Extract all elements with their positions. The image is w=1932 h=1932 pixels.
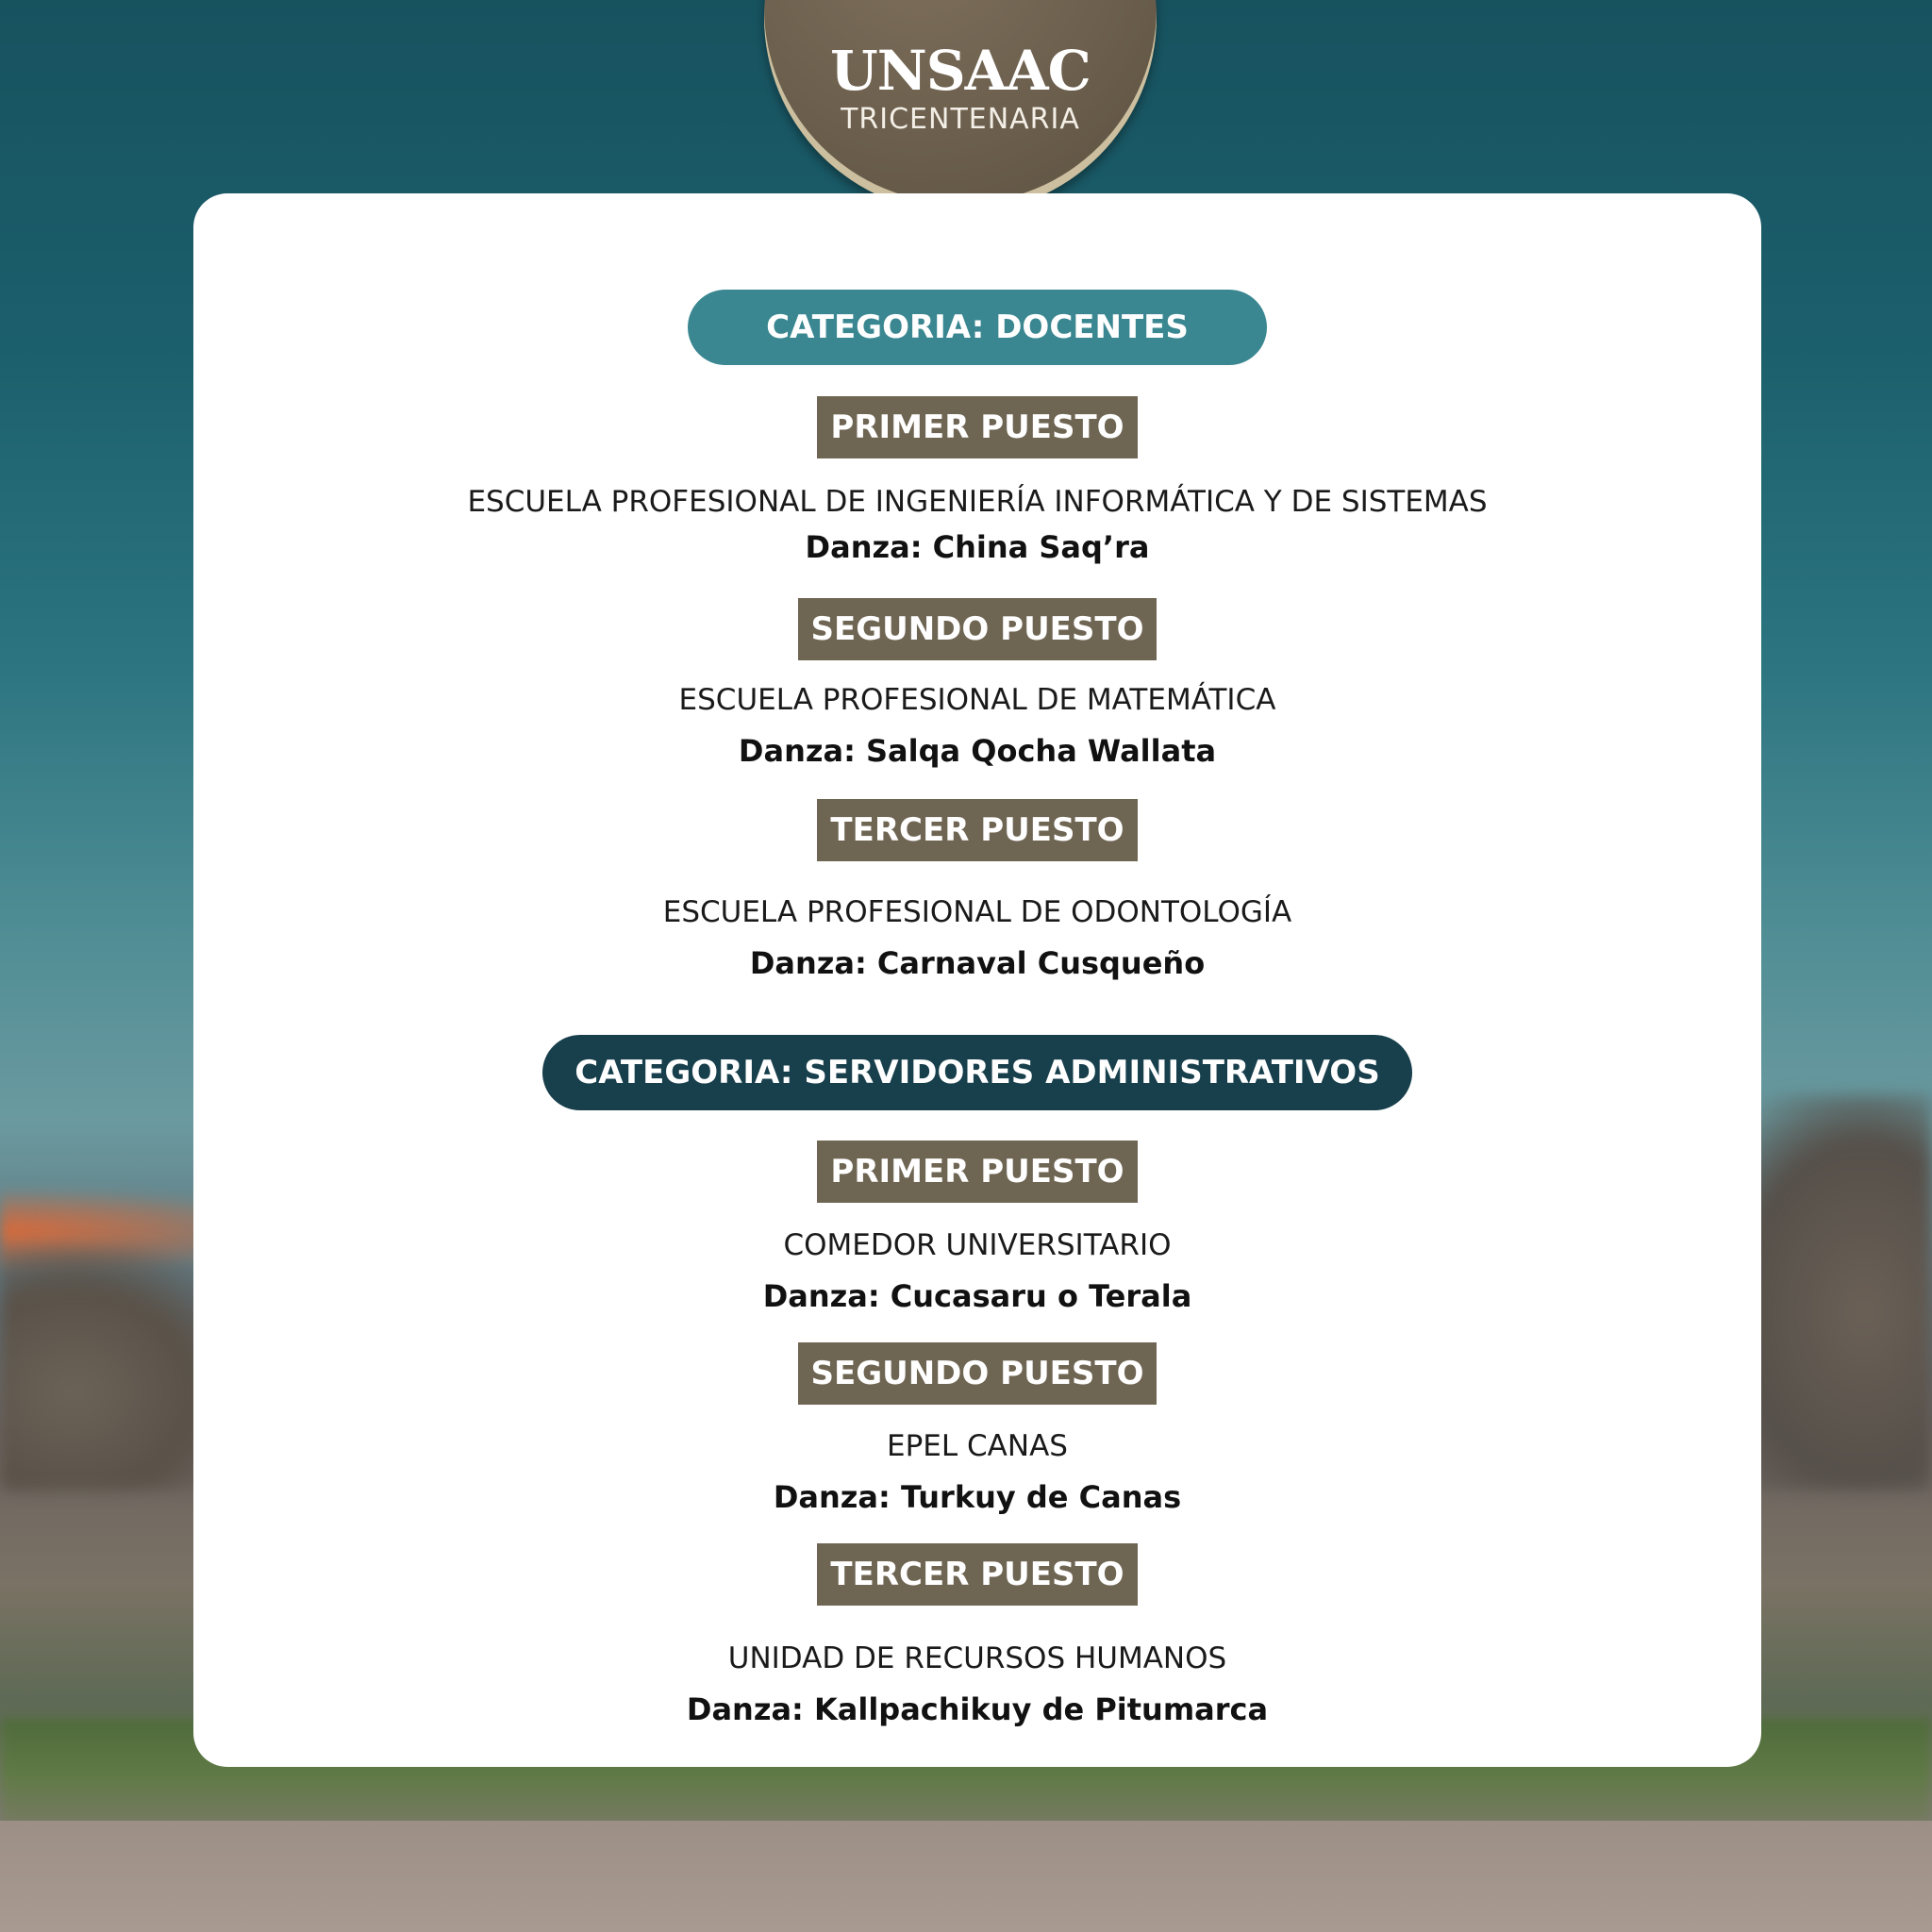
winner-dance: Danza: Carnaval Cusqueño [749, 945, 1206, 981]
servidores-second-place-row [193, 1342, 1761, 1405]
docentes-third-place-row [193, 799, 1761, 861]
winner-dance: Danza: China Saq’ra [805, 529, 1150, 565]
winner-dance: Danza: Cucasaru o Terala [762, 1278, 1192, 1314]
category-servidores-pill: CATEGORIA: SERVIDORES ADMINISTRATIVOS [542, 1035, 1412, 1110]
winner-unit: COMEDOR UNIVERSITARIO [783, 1228, 1172, 1262]
winner-dance: Danza: Salqa Qocha Wallata [738, 733, 1217, 769]
servidores-third-place-row [193, 1543, 1761, 1606]
seal-title: UNSAAC [830, 39, 1091, 103]
docentes-first-place-row [193, 396, 1761, 458]
seal-subtitle: TRICENTENARIA [841, 103, 1080, 136]
category-docentes-row [193, 290, 1761, 365]
category-docentes-pill: CATEGORIA: DOCENTES [688, 290, 1267, 365]
place-badge: TERCER PUESTO [817, 1543, 1137, 1606]
background-plaza [0, 1821, 1932, 1932]
place-badge: SEGUNDO PUESTO [798, 1342, 1158, 1405]
results-card [193, 193, 1761, 1767]
place-badge: PRIMER PUESTO [817, 1141, 1137, 1203]
winner-unit: ESCUELA PROFESIONAL DE ODONTOLOGÍA [662, 895, 1292, 929]
category-servidores-row [193, 1035, 1761, 1110]
winner-dance: Danza: Turkuy de Canas [773, 1479, 1182, 1515]
place-badge: SEGUNDO PUESTO [798, 598, 1158, 660]
place-badge: TERCER PUESTO [817, 799, 1137, 861]
servidores-first-place-row [193, 1141, 1761, 1203]
winner-unit: ESCUELA PROFESIONAL DE INGENIERÍA INFORMÁTICA Y DE SISTEMAS [467, 485, 1488, 519]
place-badge: PRIMER PUESTO [817, 396, 1137, 458]
winner-dance: Danza: Kallpachikuy de Pitumarca [686, 1691, 1269, 1727]
winner-unit: ESCUELA PROFESIONAL DE MATEMÁTICA [678, 683, 1276, 717]
winner-unit: EPEL CANAS [887, 1429, 1068, 1463]
winner-unit: UNIDAD DE RECURSOS HUMANOS [727, 1641, 1227, 1675]
docentes-second-place-row [193, 598, 1761, 660]
